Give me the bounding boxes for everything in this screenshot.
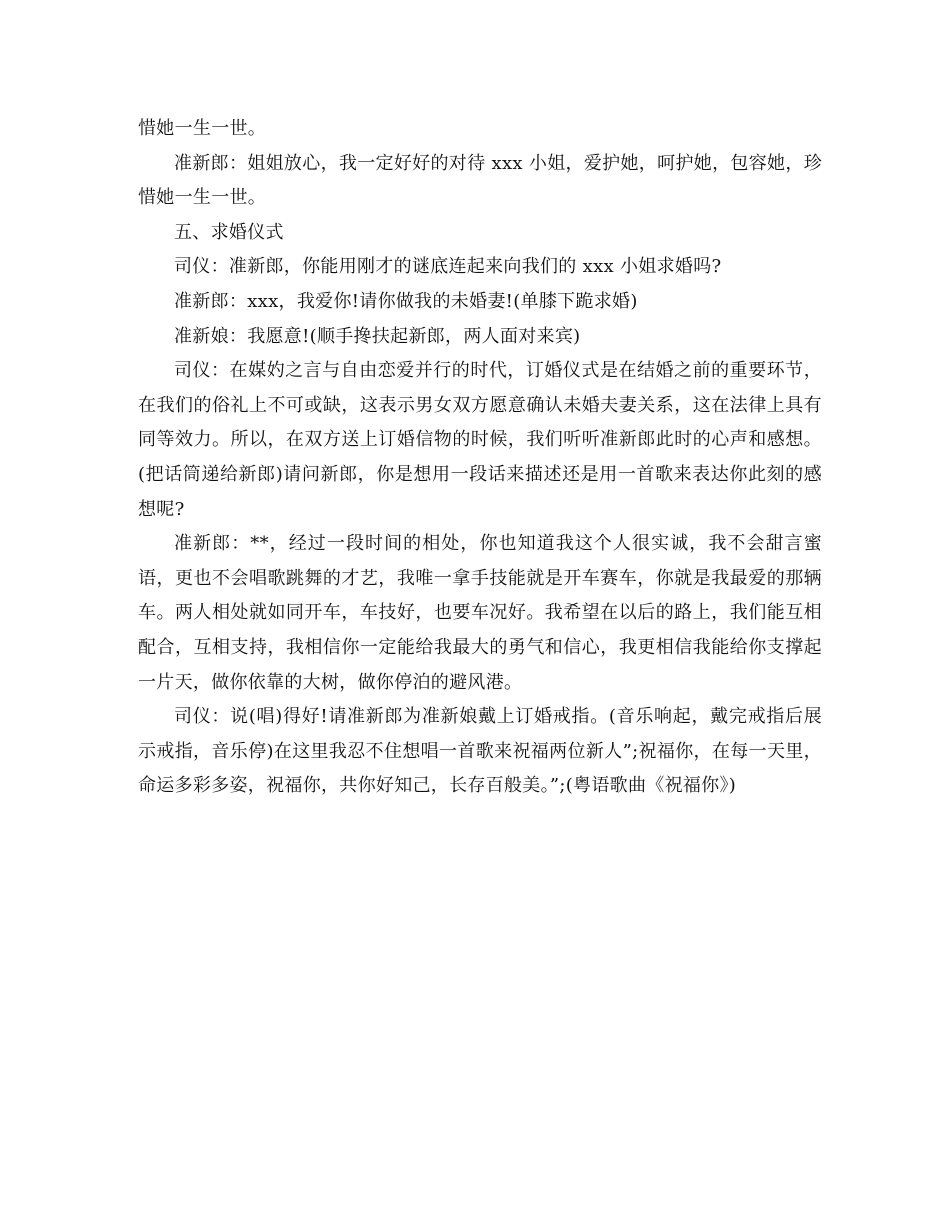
- paragraph-host-ring: 司仪：说(唱)得好!请准新郎为准新娘戴上订婚戒指。(音乐响起，戴完戒指后展示戒指，音乐停)在这里我忍不住想唱一首歌来祝福两位新人”;祝福你，在每一天里，命运多彩多姿，祝福你，共你好知己，长存百般美。”;(粤语歌曲《祝福你》): [138, 706, 822, 797]
- paragraph-groom-promise: 准新郎：姐姐放心，我一定好好的对待 xxx 小姐，爱护她，呵护她，包容她，珍惜她一生一世。: [138, 152, 822, 209]
- paragraph-continuation: 惜她一生一世。: [138, 118, 267, 139]
- paragraph-groom-proposal: 准新郎：xxx，我爱你!请你做我的未婚妻!(单膝下跪求婚): [174, 290, 638, 312]
- paragraph-host-question: 司仪：准新郎，你能用刚才的谜底连起来向我们的 xxx 小姐求婚吗?: [174, 256, 722, 278]
- paragraph-host-engagement: 司仪：在媒妁之言与自由恋爱并行的时代，订婚仪式是在结婚之前的重要环节，在我们的俗礼上不可或缺，这表示男女双方愿意确认未婚夫妻关系，这在法律上具有同等效力。所以，在双方送上订婚信物的时候，我们听听准新郎此时的心声和感想。(把话筒递给新郎)请问新郎，你是想用一段话来描述还是用一首歌来表达你此刻的感想呢?: [138, 360, 822, 520]
- paragraph-groom-speech: 准新郎：**，经过一段时间的相处，你也知道我这个人很实诚，我不会甜言蜜语，更也不会唱歌跳舞的才艺，我唯一拿手技能就是开车赛车，你就是我最爱的那辆车。两人相处就如同开车，车技好，也要车况好。我希望在以后的路上，我们能互相配合，互相支持，我相信你一定能给我最大的勇气和信心，我更相信我能给你支撑起一片天，做你依靠的大树，做你停泊的避风港。: [138, 533, 822, 693]
- paragraph-bride-answer: 准新娘：我愿意!(顺手搀扶起新郎，两人面对来宾): [174, 325, 581, 347]
- section-heading-proposal: 五、求婚仪式: [174, 221, 284, 243]
- document-body: [138, 112, 822, 804]
